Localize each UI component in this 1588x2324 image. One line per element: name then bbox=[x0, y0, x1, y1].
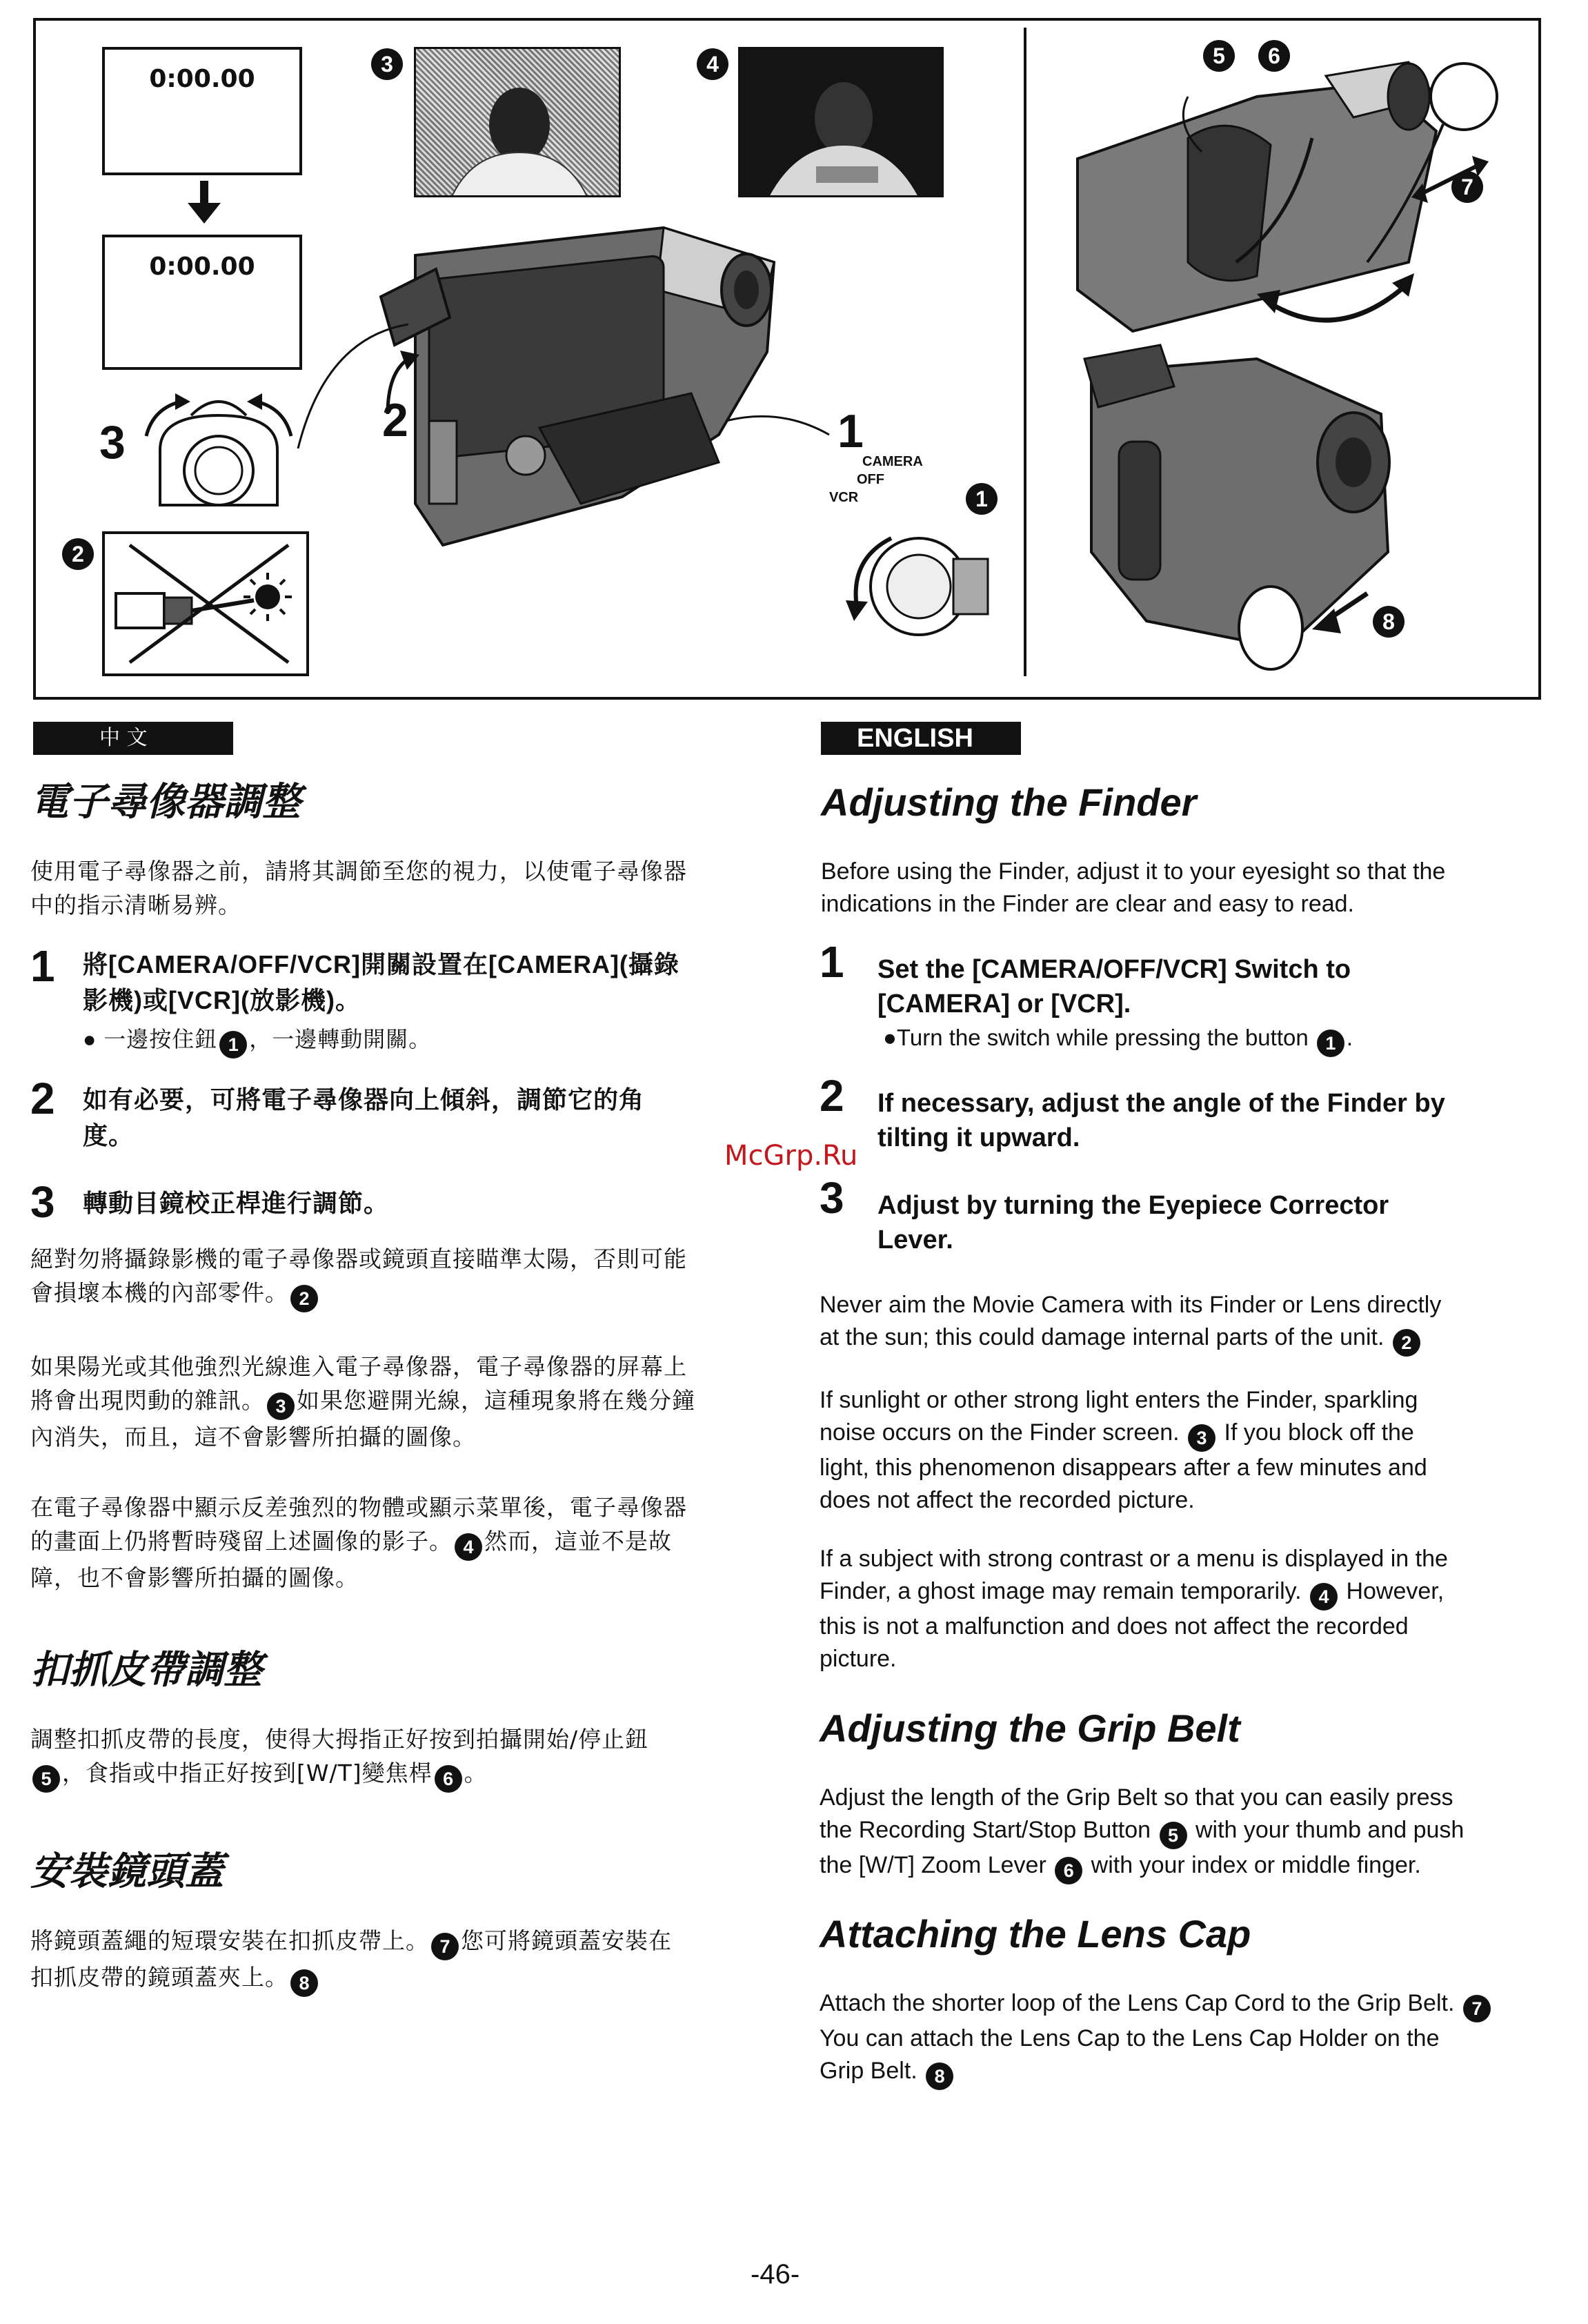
step-2-label: 2 bbox=[382, 394, 408, 446]
chinese-title-cap: 安裝鏡頭蓋 bbox=[30, 1849, 224, 1894]
english-cap-line2: You can attach the Lens Cap to the Lens Cap Holder on the bbox=[820, 2025, 1440, 2051]
chinese-ghost-line2a: 的畫面上仍將暫時殘留上述圖像的影子。 bbox=[30, 1528, 453, 1555]
english-step3-number: 3 bbox=[820, 1173, 844, 1223]
english-grip-line2b: with your thumb and push bbox=[1195, 1817, 1465, 1843]
english-intro-line1: Before using the Finder, adjust it to your eyesight so that the bbox=[821, 858, 1446, 885]
callout-6: 6 bbox=[1258, 40, 1290, 72]
english-cap-line3: Grip Belt. bbox=[820, 2058, 917, 2084]
english-grip-line1: Adjust the length of the Grip Belt so that you can easily press bbox=[820, 1784, 1453, 1811]
chinese-warn-line1: 絕對勿將攝錄影機的電子尋像器或鏡頭直接瞄準太陽，否則可能 bbox=[30, 1245, 687, 1272]
english-step3-text bbox=[877, 1188, 1554, 1257]
chinese-cap-line1a: 將鏡頭蓋繩的短環安裝在扣抓皮帶上。 bbox=[30, 1927, 429, 1954]
watermark: McGrp.Ru bbox=[724, 1140, 858, 1172]
english-title-grip: Adjusting the Grip Belt bbox=[820, 1706, 1240, 1750]
finder-display-top bbox=[102, 47, 302, 175]
chinese-warn-line2: 會損壞本機的內部零件。 bbox=[30, 1279, 288, 1306]
english-intro-line2: indications in the Finder are clear and easy to read. bbox=[821, 891, 1355, 917]
english-grip-text bbox=[820, 1782, 1578, 1884]
eyepiece-lever-icon bbox=[132, 388, 305, 526]
callout-6-inline: 6 bbox=[435, 1765, 462, 1793]
callout-3-inline: 3 bbox=[267, 1392, 295, 1420]
english-grip-line3a: the [W/T] Zoom Lever bbox=[820, 1852, 1046, 1878]
chinese-step1-text bbox=[83, 947, 745, 1018]
callout-3-inline-en: 3 bbox=[1188, 1424, 1215, 1452]
english-sparkle-note bbox=[820, 1384, 1571, 1517]
callout-6-inline-en: 6 bbox=[1055, 1857, 1082, 1884]
chinese-grip-line2a: ，食指或中指正好按到[W/T]變焦桿 bbox=[62, 1760, 433, 1786]
english-ghost-line3: this is not a malfunction and does not affect the recorded bbox=[820, 1613, 1409, 1639]
chinese-step1-line1: 將[CAMERA/OFF/VCR]開關設置在[CAMERA](攝錄 bbox=[83, 950, 679, 978]
english-ghost-note bbox=[820, 1543, 1571, 1675]
chinese-section-label bbox=[33, 722, 233, 755]
chinese-intro-line2: 中的指示清晰易辨。 bbox=[30, 892, 241, 918]
chinese-ghost-line1: 在電子尋像器中顯示反差強烈的物體或顯示菜單後，電子尋像器 bbox=[30, 1494, 687, 1521]
callout-1-inline: 1 bbox=[219, 1031, 247, 1058]
callout-8-inline-en: 8 bbox=[926, 2062, 953, 2090]
callout-2-inline-en: 2 bbox=[1393, 1329, 1420, 1357]
step-3-label: 3 bbox=[99, 416, 126, 469]
chinese-sun-line3: 內消失，而且，這不會影響所拍攝的圖像。 bbox=[30, 1424, 476, 1450]
english-title-cap: Attaching the Lens Cap bbox=[820, 1912, 1251, 1956]
chinese-ghost-line3: 障，也不會影響所拍攝的圖像。 bbox=[30, 1564, 359, 1591]
switch-label-camera: CAMERA bbox=[862, 454, 923, 469]
chinese-step2-line1: 如有必要，可將電子尋像器向上傾斜，調節它的角 bbox=[83, 1085, 645, 1114]
callout-1: 1 bbox=[966, 483, 998, 515]
callout-4-inline: 4 bbox=[455, 1533, 482, 1561]
english-step3-line2: Lever. bbox=[877, 1225, 953, 1254]
sparkling-noise-photo bbox=[414, 47, 621, 197]
chinese-sun-line2b: 如果您避開光線，這種現象將在幾分鐘 bbox=[297, 1387, 695, 1414]
chinese-label-text: 中 文 bbox=[99, 726, 148, 750]
english-ghost-line2a: Finder, a ghost image may remain temporarily. bbox=[820, 1578, 1302, 1604]
display-time-bottom: 0:00.00 bbox=[149, 253, 255, 281]
page-number: -46- bbox=[751, 2259, 800, 2289]
switch-label-off: OFF bbox=[857, 472, 884, 487]
english-section-label bbox=[821, 722, 1021, 755]
callout-5-inline-en: 5 bbox=[1160, 1822, 1187, 1849]
chinese-sparkle-note bbox=[30, 1350, 748, 1454]
chinese-cap-line2: 扣抓皮帶的鏡頭蓋夾上。 bbox=[30, 1964, 288, 1991]
english-sun-line2b: If you block off the bbox=[1224, 1419, 1414, 1446]
callout-2-inline: 2 bbox=[290, 1285, 318, 1312]
callout-7-inline-en: 7 bbox=[1463, 1995, 1491, 2022]
figure-divider bbox=[1024, 28, 1026, 676]
english-label-text: ENGLISH bbox=[857, 724, 973, 753]
english-sun-warning bbox=[820, 1289, 1571, 1357]
finder-display-bottom bbox=[102, 235, 302, 370]
callout-7-inline: 7 bbox=[431, 1933, 459, 1960]
chinese-cap-text bbox=[30, 1924, 748, 1997]
callout-5: 5 bbox=[1203, 40, 1235, 72]
english-intro bbox=[821, 856, 1566, 920]
english-sun-line1: If sunlight or other strong light enters the Finder, sparkling bbox=[820, 1387, 1418, 1413]
english-step1-text bbox=[877, 952, 1554, 1021]
chinese-grip-text bbox=[30, 1722, 748, 1793]
chinese-title-grip: 扣抓皮帶調整 bbox=[30, 1648, 262, 1693]
arrow-down-icon bbox=[185, 181, 224, 225]
chinese-title-finder: 電子尋像器調整 bbox=[30, 780, 301, 825]
pointer-line bbox=[726, 393, 836, 449]
no-sun-warning-icon bbox=[102, 531, 309, 676]
callout-5-inline: 5 bbox=[32, 1765, 60, 1793]
callout-2: 2 bbox=[62, 538, 94, 570]
english-cap-line1: Attach the shorter loop of the Lens Cap Cord to the Grip Belt. bbox=[820, 1990, 1455, 2016]
chinese-step1-note bbox=[83, 1024, 431, 1058]
english-ghost-line4: picture. bbox=[820, 1646, 897, 1672]
english-step1-note: ●Turn the switch while pressing the button 1 . bbox=[883, 1023, 1353, 1057]
chinese-sun-warning bbox=[30, 1242, 748, 1312]
english-grip-line3b: with your index or middle finger. bbox=[1091, 1852, 1421, 1878]
switch-label-vcr: VCR bbox=[829, 490, 859, 505]
english-step1-line2: [CAMERA] or [VCR]. bbox=[877, 989, 1131, 1018]
callout-8-inline: 8 bbox=[290, 1969, 318, 1997]
display-time-top: 0:00.00 bbox=[149, 65, 255, 93]
ghost-image-photo bbox=[738, 47, 944, 197]
english-step1-line1: Set the [CAMERA/OFF/VCR] Switch to bbox=[877, 955, 1351, 984]
chinese-step3-number: 3 bbox=[30, 1177, 55, 1227]
step-1-label: 1 bbox=[837, 405, 864, 457]
english-sun-line4: does not affect the recorded picture. bbox=[820, 1487, 1195, 1513]
chinese-intro bbox=[30, 854, 734, 922]
grip-belt-illustration bbox=[1050, 55, 1547, 359]
callout-7: 7 bbox=[1451, 171, 1483, 203]
english-warn-line1: Never aim the Movie Camera with its Finder or Lens directly bbox=[820, 1292, 1442, 1318]
callout-8: 8 bbox=[1373, 606, 1405, 638]
chinese-ghost-note bbox=[30, 1490, 748, 1595]
callout-1-inline-en: 1 bbox=[1317, 1030, 1344, 1057]
english-ghost-line1: If a subject with strong contrast or a menu is displayed in the bbox=[820, 1546, 1448, 1572]
english-cap-text bbox=[820, 1987, 1578, 2090]
chinese-sun-line1: 如果陽光或其他強烈光線進入電子尋像器，電子尋像器的屏幕上 bbox=[30, 1353, 687, 1380]
english-step2-number: 2 bbox=[820, 1071, 844, 1121]
english-ghost-line2b: However, bbox=[1346, 1578, 1445, 1604]
english-step1-note-text: ●Turn the switch while pressing the button bbox=[883, 1025, 1309, 1050]
english-step1-number: 1 bbox=[820, 937, 844, 987]
chinese-step3-text bbox=[83, 1185, 745, 1221]
chinese-step2-text bbox=[83, 1082, 745, 1154]
chinese-cap-line1b: 您可將鏡頭蓋安裝在 bbox=[461, 1927, 672, 1954]
chinese-grip-line1: 調整扣抓皮帶的長度，使得大拇指正好按到拍攝開始/停止鈕 bbox=[30, 1726, 649, 1753]
callout-4-inline-en: 4 bbox=[1310, 1583, 1338, 1611]
chinese-step3-line1: 轉動目鏡校正桿進行調節。 bbox=[83, 1189, 390, 1217]
english-title-finder: Adjusting the Finder bbox=[821, 780, 1197, 824]
chinese-step2-line2: 度。 bbox=[83, 1121, 135, 1150]
english-step2-line1: If necessary, adjust the angle of the Finder by bbox=[877, 1089, 1445, 1118]
english-grip-line2a: the Recording Start/Stop Button bbox=[820, 1817, 1151, 1843]
chinese-step2-number: 2 bbox=[30, 1074, 55, 1123]
chinese-step1-note-b: ，一邊轉動開關。 bbox=[249, 1027, 432, 1052]
mode-switch-dial-icon bbox=[836, 504, 995, 649]
english-step3-line1: Adjust by turning the Eyepiece Corrector bbox=[877, 1191, 1389, 1220]
chinese-intro-line1: 使用電子尋像器之前，請將其調節至您的視力，以使電子尋像器 bbox=[30, 858, 687, 885]
chinese-step1-number: 1 bbox=[30, 941, 55, 991]
chinese-ghost-line2b: 然而，這並不是故 bbox=[484, 1528, 672, 1555]
chinese-grip-line2b: 。 bbox=[464, 1760, 488, 1786]
english-step2-text bbox=[877, 1086, 1554, 1155]
english-warn-line2: at the sun; this could damage internal parts of the unit. bbox=[820, 1324, 1384, 1350]
callout-4: 4 bbox=[697, 48, 728, 80]
instruction-illustration bbox=[33, 18, 1541, 700]
english-sun-line2a: noise occurs on the Finder screen. bbox=[820, 1419, 1180, 1446]
chinese-step1-line2: 影機)或[VCR](放影機)。 bbox=[83, 986, 361, 1014]
callout-3: 3 bbox=[371, 48, 403, 80]
english-step2-line2: tilting it upward. bbox=[877, 1123, 1080, 1152]
chinese-step1-note-a: ● 一邊按住鈕 bbox=[83, 1027, 218, 1052]
chinese-sun-line2a: 將會出現閃動的雜訊。 bbox=[30, 1387, 265, 1414]
english-sun-line3: light, this phenomenon disappears after a few minutes and bbox=[820, 1455, 1427, 1481]
